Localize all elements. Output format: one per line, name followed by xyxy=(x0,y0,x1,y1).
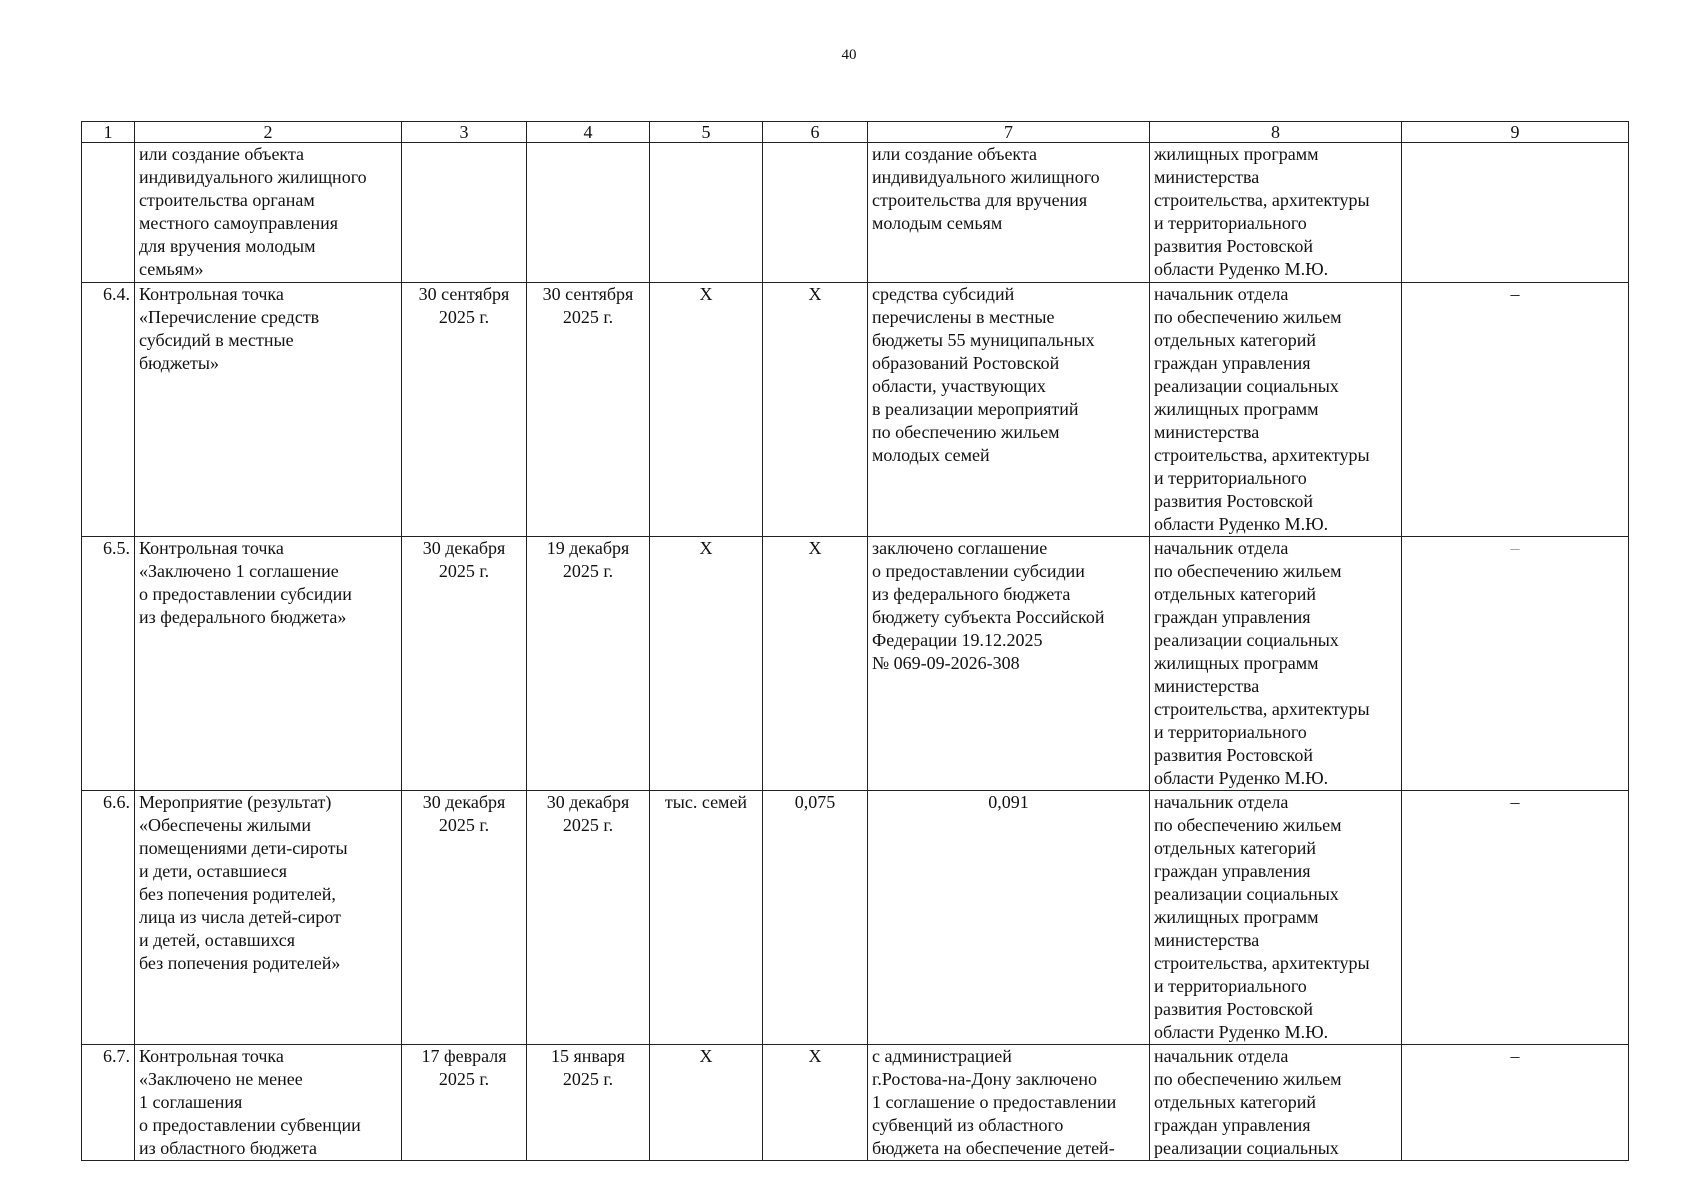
row-unit xyxy=(650,143,763,283)
row-result: или создание объекта индивидуального жилищного строительства для вручения молодым семьям xyxy=(868,143,1150,283)
column-header: 9 xyxy=(1402,122,1629,143)
row-fact-date: 30 сентября 2025 г. xyxy=(527,283,650,537)
row-responsible: начальник отдела по обеспечению жильем отдельных категорий граждан управления реализации социальных жилищных программ министерства строительства, архитектуры и территориального развития Ростовской области Руденко М.Ю. xyxy=(1150,537,1402,791)
row-plan-value: Х xyxy=(763,537,868,791)
row-fact-date xyxy=(527,143,650,283)
row-responsible: начальник отдела по обеспечению жильем отдельных категорий граждан управления реализации социальных жилищных программ министерства строительства, архитектуры и территориального развития Ростовской области Руденко М.Ю. xyxy=(1150,283,1402,537)
column-header: 4 xyxy=(527,122,650,143)
row-fact-date: 30 декабря 2025 г. xyxy=(527,791,650,1045)
row-fact-date: 15 января 2025 г. xyxy=(527,1045,650,1161)
table-row xyxy=(82,283,1629,537)
row-number: 6.7. xyxy=(82,1045,135,1161)
row-name: Контрольная точка «Заключено не менее 1 соглашения о предоставлении субвенции из областного бюджета xyxy=(135,1045,402,1161)
report-table xyxy=(81,121,1629,1161)
row-plan-value: 0,075 xyxy=(763,791,868,1045)
row-unit: Х xyxy=(650,537,763,791)
row-number: 6.4. xyxy=(82,283,135,537)
row-fact-date: 19 декабря 2025 г. xyxy=(527,537,650,791)
header-row xyxy=(82,122,1629,143)
row-number: 6.6. xyxy=(82,791,135,1045)
row-name: Контрольная точка «Заключено 1 соглашение о предоставлении субсидии из федерального бюджета» xyxy=(135,537,402,791)
row-result: с администрацией г.Ростова-на-Дону заключено 1 соглашение о предоставлении субвенций из областного бюджета на обеспечение детей- xyxy=(868,1045,1150,1161)
column-header: 8 xyxy=(1150,122,1402,143)
row-plan-value: Х xyxy=(763,1045,868,1161)
row-unit: тыс. семей xyxy=(650,791,763,1045)
row-name: Контрольная точка «Перечисление средств субсидий в местные бюджеты» xyxy=(135,283,402,537)
column-header: 2 xyxy=(135,122,402,143)
table-row xyxy=(82,143,1629,283)
row-unit: Х xyxy=(650,283,763,537)
row-note: – xyxy=(1402,537,1629,791)
row-name: Мероприятие (результат) «Обеспечены жилыми помещениями дети-сироты и дети, оставшиеся без попечения родителей, лица из числа детей-сирот и детей, оставшихся без попечения родителей» xyxy=(135,791,402,1045)
row-responsible: жилищных программ министерства строительства, архитектуры и территориального развития Ростовской области Руденко М.Ю. xyxy=(1150,143,1402,283)
row-note: – xyxy=(1402,791,1629,1045)
column-header: 3 xyxy=(402,122,527,143)
row-name: или создание объекта индивидуального жилищного строительства органам местного самоуправления для вручения молодым семьям» xyxy=(135,143,402,283)
column-header: 5 xyxy=(650,122,763,143)
row-unit: Х xyxy=(650,1045,763,1161)
page-number: 40 xyxy=(841,47,857,63)
row-plan-value xyxy=(763,143,868,283)
row-note: – xyxy=(1402,1045,1629,1161)
column-header: 1 xyxy=(82,122,135,143)
table-row xyxy=(82,537,1629,791)
table-row xyxy=(82,1045,1629,1161)
row-plan-date: 30 декабря 2025 г. xyxy=(402,537,527,791)
row-plan-date: 30 декабря 2025 г. xyxy=(402,791,527,1045)
row-plan-value: Х xyxy=(763,283,868,537)
row-result: средства субсидий перечислены в местные бюджеты 55 муниципальных образований Ростовской области, участвующих в реализации мероприятий по обеспечению жильем молодых семей xyxy=(868,283,1150,537)
row-note xyxy=(1402,143,1629,283)
column-header: 7 xyxy=(868,122,1150,143)
row-plan-date: 17 февраля 2025 г. xyxy=(402,1045,527,1161)
column-header: 6 xyxy=(763,122,868,143)
row-result: 0,091 xyxy=(868,791,1150,1045)
row-responsible: начальник отдела по обеспечению жильем отдельных категорий граждан управления реализации социальных жилищных программ министерства строительства, архитектуры и территориального развития Ростовской области Руденко М.Ю. xyxy=(1150,791,1402,1045)
row-note: – xyxy=(1402,283,1629,537)
row-number xyxy=(82,143,135,283)
row-number: 6.5. xyxy=(82,537,135,791)
row-plan-date: 30 сентября 2025 г. xyxy=(402,283,527,537)
row-responsible: начальник отдела по обеспечению жильем отдельных категорий граждан управления реализации социальных xyxy=(1150,1045,1402,1161)
row-result: заключено соглашение о предоставлении субсидии из федерального бюджета бюджету субъекта Российской Федерации 19.12.2025 № 069-09-2026-308 xyxy=(868,537,1150,791)
row-plan-date xyxy=(402,143,527,283)
table-row xyxy=(82,791,1629,1045)
